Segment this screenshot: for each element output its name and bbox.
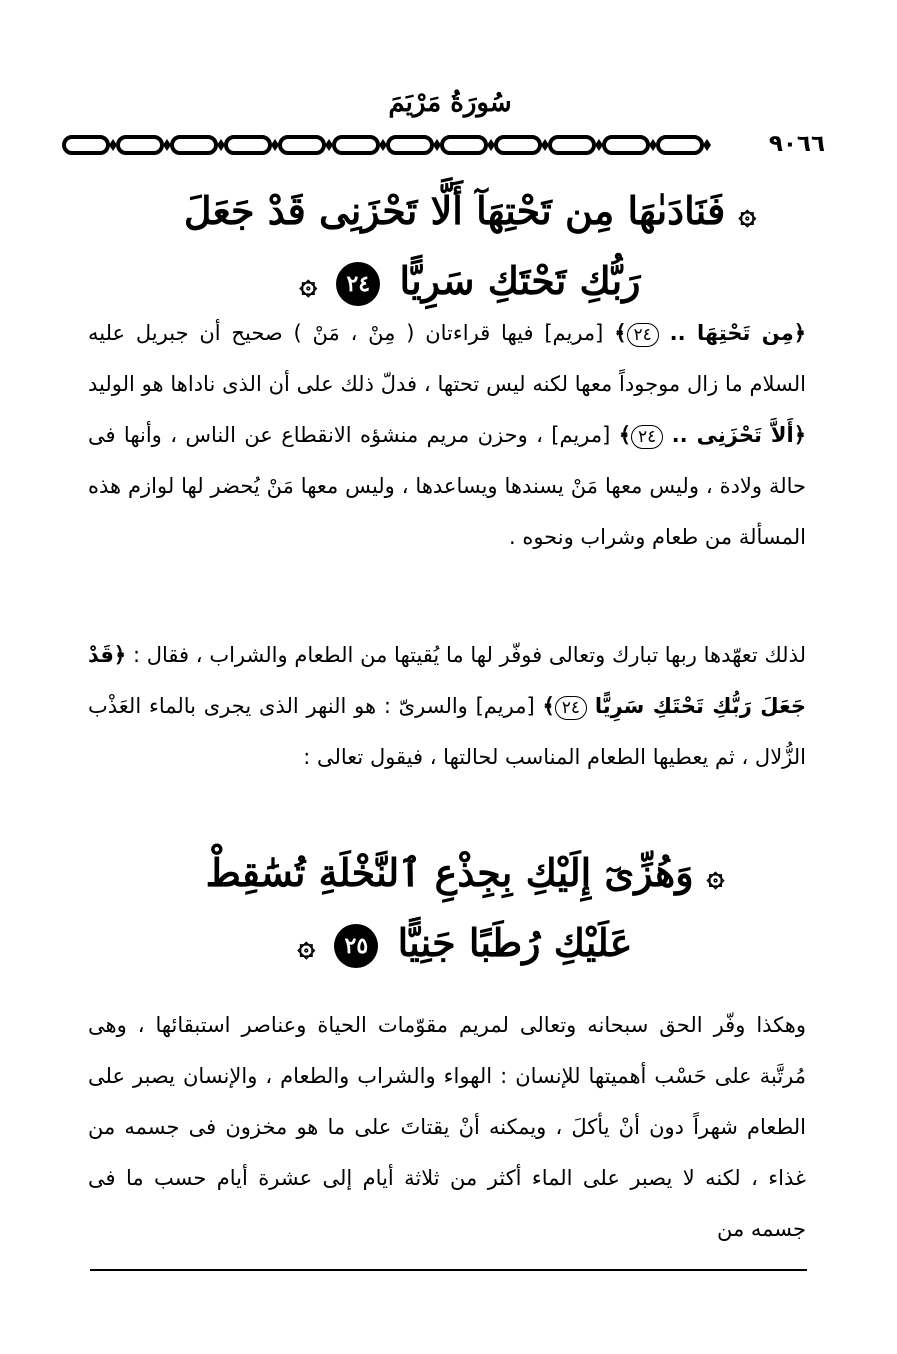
- verse-ornament-icon: ۞: [297, 928, 316, 963]
- decorative-chain-border: [60, 128, 830, 162]
- verse-line: [140, 840, 790, 910]
- quote-close-bracket: ﴾: [542, 694, 555, 718]
- commentary-text: وهكذا وفّر الحق سبحانه وتعالى لمريم مقوّمات الحياة وعناصر استبقائها ، وهى مُرتَّبة على حَسْب أهميتها للإنسان : الهواء والشراب والطعام ، والإنسان يصبر على الطعام شهراً دون أنْ يأكلَ ، ويمكنه أنْ يقتاتَ على ما هو مخزون فى جسمه من غذاء ، لكنه لا يصبر على الماء أكثر من ثلاثة أيام إلى عشرة أيام حسب ما فى جسمه من: [88, 1013, 806, 1241]
- verse-text: رَبُّكِ تَحْتَكِ سَرِيًّا: [399, 257, 641, 303]
- commentary-text: [مريم] والسرىّ : هو النهر الذى يجرى بالماء العَذْب الزُّلال ، ثم يعطيها الطعام المناسب لحالتها ، فيقول تعالى :: [88, 694, 806, 769]
- commentary-text: [مريم] ، وحزن مريم منشؤه الانقطاع عن الناس ، وأنها فى حالة ولادة ، وليس معها مَنْ يسندها ويساعدها ، وليس معها مَنْ يُحضر لها لوازم هذه المسألة من طعام وشراب ونحوه .: [88, 423, 806, 549]
- quran-quote: ﴿مِن تَحْتِهَا ..: [669, 321, 806, 345]
- quote-close-bracket: ﴾: [618, 423, 632, 447]
- commentary-text: [مريم] فيها قراءتان ( مِنْ ، مَنْ ) صحيح أن جبريل عليه السلام ما زال موجوداً معها لكنه ليس تحتها ، فدلّ ذلك على أن الذى ناداها هو الوليد: [88, 321, 806, 396]
- commentary-paragraph: [88, 308, 806, 608]
- verse-text: فَنَادَىٰهَا مِن تَحْتِهَآ أَلَّا تَحْزَنِى قَدْ جَعَلَ: [183, 188, 726, 233]
- verse-text: وَهُزِّىٓ إِلَيْكِ بِجِذْعِ ٱلنَّخْلَةِ تُسَٰقِطْ: [205, 850, 694, 895]
- page-number: ٩٠٦٦: [763, 131, 831, 157]
- verse-line: [150, 178, 790, 248]
- verse-line: [140, 910, 790, 980]
- verse-text: عَلَيْكِ رُطَبًا جَنِيًّا: [397, 919, 633, 965]
- verse-ornament-icon: ۞: [706, 858, 725, 894]
- verse-line: [150, 248, 790, 318]
- commentary-paragraph: [88, 630, 806, 840]
- surah-title: سُورَةُ مَرْيَمَ: [388, 88, 512, 118]
- ayah-number-badge: ٢٤: [336, 262, 380, 306]
- ayah-number-box: ٢٤: [555, 696, 587, 720]
- quran-quote: ﴿أَلاَّ تَحْزَنِى ..: [671, 423, 807, 447]
- verse-ornament-icon: ۞: [299, 266, 318, 301]
- ayah-number-box: ٢٤: [631, 425, 663, 449]
- footer-divider: [90, 1269, 807, 1271]
- quran-verse-24: [150, 178, 790, 317]
- ayah-number-badge: ٢٥: [334, 924, 378, 968]
- commentary-paragraph: [88, 1000, 806, 1260]
- quran-verse-25: [140, 840, 790, 979]
- quran-quote: ﴿قَدْ جَعَلَ رَبُّكِ تَحْتَكِ سَرِيًّا: [88, 643, 806, 718]
- commentary-text: لذلك تعهّدها ربها تبارك وتعالى فوفّر لها ما يُقيتها من الطعام والشراب ، فقال :: [132, 643, 806, 667]
- verse-ornament-icon: ۞: [738, 196, 757, 232]
- quote-close-bracket: ﴾: [614, 321, 627, 345]
- chain-ornament-icon: [60, 128, 830, 162]
- ayah-number-box: ٢٤: [627, 323, 659, 347]
